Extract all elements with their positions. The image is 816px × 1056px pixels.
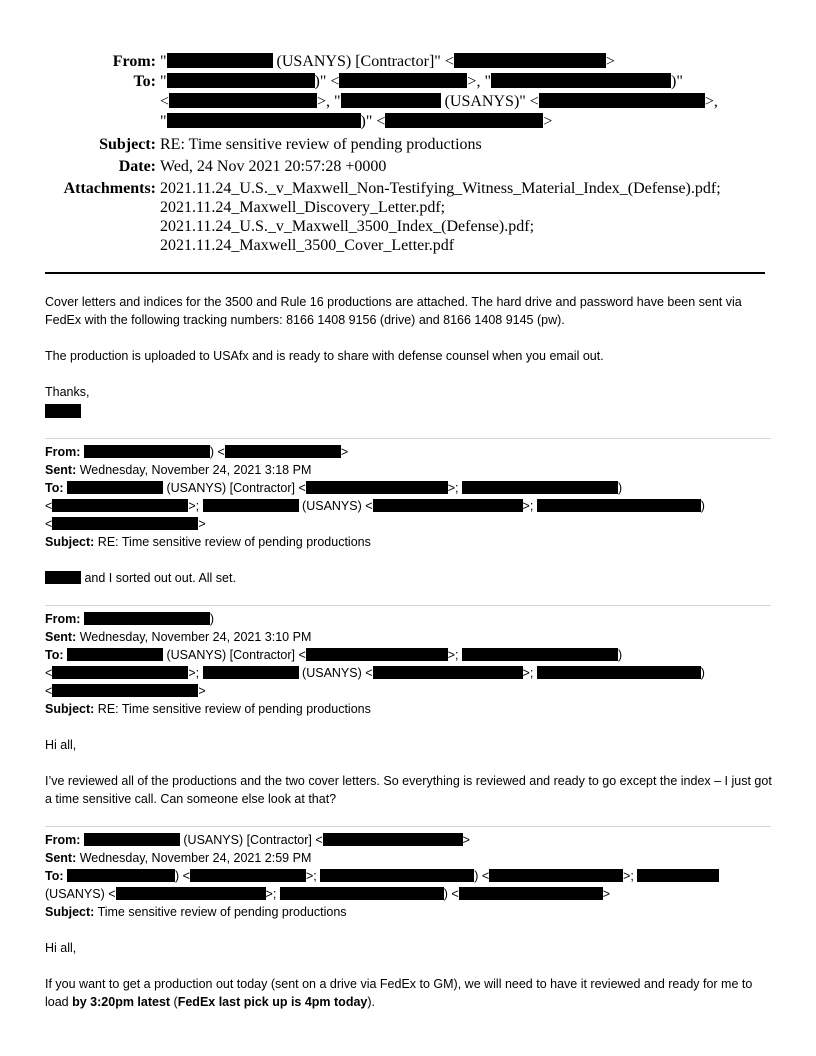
msg-subject-line: [45, 903, 775, 921]
redaction: [167, 73, 315, 88]
from-label: From:: [112, 53, 156, 70]
msg-to-line: [45, 682, 775, 700]
msg-subject-line: [45, 700, 775, 718]
subject-value: RE: Time sensitive review of pending productions: [160, 136, 482, 153]
header-divider: [45, 272, 765, 274]
redaction: [67, 648, 163, 661]
redaction: [169, 93, 317, 108]
from-text: ): [209, 612, 215, 626]
body-paragraph: The production is uploaded to USAfx and is ready to share with defense counsel when you email out.: [45, 349, 604, 363]
to-text: (USANYS) <: [45, 887, 116, 901]
subject-value: Time sensitive review of pending productions: [97, 905, 347, 919]
to-text: >;: [188, 666, 203, 680]
body-text: and I sorted out out. All set.: [81, 571, 236, 585]
to-text: ": [160, 113, 167, 130]
to-text: >: [198, 684, 206, 698]
sent-label: Sent:: [45, 463, 77, 477]
attachments-row: [0, 179, 816, 255]
redaction: [320, 869, 474, 882]
redaction: [339, 73, 467, 88]
to-text: )" <: [314, 73, 340, 90]
to-text: >: [602, 887, 611, 901]
redaction: [52, 499, 188, 512]
redaction: [84, 445, 210, 458]
deadline-text: by 3:20pm latest: [72, 995, 171, 1009]
to-text: >, ": [317, 93, 341, 110]
email-header: [0, 52, 816, 255]
to-text: ): [618, 481, 623, 495]
message-divider: [45, 826, 771, 827]
subject-label: Subject:: [99, 136, 156, 153]
redaction: [454, 53, 606, 68]
redaction: [167, 113, 361, 128]
attachment-item[interactable]: 2021.11.24_Maxwell_Discovery_Letter.pdf;: [160, 199, 446, 216]
quoted-message-1: [45, 443, 775, 587]
to-text: )" <: [360, 113, 386, 130]
to-text: ): [700, 666, 705, 680]
to-text: >;: [305, 869, 321, 883]
sent-value: Wednesday, November 24, 2021 2:59 PM: [79, 851, 312, 865]
redaction: [52, 684, 198, 697]
to-text: >;: [447, 481, 462, 495]
msg-to-line: [45, 664, 775, 682]
to-text: <: [45, 517, 53, 531]
attachment-item[interactable]: 2021.11.24_Maxwell_3500_Cover_Letter.pdf: [160, 237, 455, 254]
to-text: >, ": [467, 73, 491, 90]
redaction: [45, 571, 81, 584]
attachment-item[interactable]: 2021.11.24_U.S._v_Maxwell_Non-Testifying_Witness_Material_Index_(Defense).pdf;: [160, 180, 721, 197]
msg-body: [45, 569, 775, 587]
subject-value: RE: Time sensitive review of pending productions: [97, 702, 371, 716]
msg-to-line: [45, 867, 775, 885]
redaction: [491, 73, 671, 88]
from-text: >: [462, 833, 470, 847]
to-label: To:: [133, 73, 156, 90]
signature-redaction: [45, 404, 81, 418]
from-text: (USANYS) [Contractor] <: [179, 833, 323, 847]
to-text: ) <: [474, 869, 490, 883]
to-text: <: [45, 666, 53, 680]
from-text: >: [605, 53, 615, 70]
from-label: From:: [45, 612, 81, 626]
body-text: ).: [367, 995, 375, 1009]
from-text: (USANYS) [Contractor]" <: [272, 53, 454, 70]
msg-greeting: Hi all,: [45, 738, 77, 752]
to-text: )": [670, 73, 683, 90]
msg-from-line: [45, 443, 775, 461]
attachments-list: [160, 179, 816, 255]
body-paragraph: Cover letters and indices for the 3500 and Rule 16 productions are attached. The hard drive and password have been sent via FedEx with the following tracking numbers: 8166 1408 9156 (drive) and 8166 1408 9145 (pw).: [45, 295, 742, 327]
pickup-text: FedEx last pick up is 4pm today: [177, 995, 368, 1009]
redaction: [459, 887, 603, 900]
redaction: [537, 666, 701, 679]
redaction: [489, 869, 623, 882]
from-row: [0, 52, 816, 72]
to-text: >;: [522, 666, 537, 680]
msg-to-line: [45, 646, 775, 664]
redaction: [116, 887, 266, 900]
date-label: Date:: [118, 158, 156, 175]
subject-row: [0, 135, 816, 155]
to-text: <: [45, 684, 53, 698]
redaction: [52, 517, 198, 530]
redaction: [462, 481, 618, 494]
from-text: >: [340, 445, 349, 459]
message-divider: [45, 605, 771, 606]
redaction: [341, 93, 441, 108]
to-text: <: [160, 93, 170, 110]
date-row: [0, 157, 816, 177]
to-text: ): [700, 499, 705, 513]
from-text: ) <: [209, 445, 225, 459]
msg-to-line: [45, 497, 775, 515]
from-text: ": [160, 53, 167, 70]
msg-sent-line: [45, 628, 775, 646]
subject-label: Subject:: [45, 535, 95, 549]
date-value: Wed, 24 Nov 2021 20:57:28 +0000: [160, 158, 387, 175]
redaction: [67, 869, 175, 882]
from-value: [160, 52, 816, 72]
to-label: To:: [45, 481, 64, 495]
redaction: [462, 648, 618, 661]
redaction: [203, 666, 299, 679]
redaction: [537, 499, 701, 512]
redaction: [225, 445, 341, 458]
body-text: If you want to get a production out today (sent on a drive via FedEx to GM), we will need to have it reviewed and ready for me to load: [45, 977, 753, 1009]
sent-value: Wednesday, November 24, 2021 3:18 PM: [79, 463, 312, 477]
attachments-label: Attachments:: [63, 180, 156, 197]
msg-to-line: [45, 885, 775, 903]
to-text: <: [45, 499, 53, 513]
redaction: [190, 869, 306, 882]
redaction: [637, 869, 719, 882]
quoted-message-2: [45, 610, 775, 808]
to-text: ": [160, 73, 167, 90]
to-row: [0, 72, 816, 132]
redaction: [306, 481, 448, 494]
redaction: [323, 833, 463, 846]
msg-body: [45, 975, 775, 1011]
to-text: >;: [522, 499, 537, 513]
to-value: [160, 72, 816, 132]
to-label: To:: [45, 648, 64, 662]
subject-value: RE: Time sensitive review of pending productions: [97, 535, 371, 549]
redaction: [306, 648, 448, 661]
msg-to-line: [45, 515, 775, 533]
redaction: [84, 612, 210, 625]
message-divider: [45, 438, 771, 439]
msg-from-line: [45, 831, 775, 849]
redaction: [373, 499, 523, 512]
to-text: >: [198, 517, 206, 531]
to-text: (USANYS) [Contractor] <: [163, 481, 306, 495]
sent-label: Sent:: [45, 851, 77, 865]
to-text: ): [618, 648, 623, 662]
msg-from-line: [45, 610, 775, 628]
sent-value: Wednesday, November 24, 2021 3:10 PM: [79, 630, 312, 644]
msg-subject-line: [45, 533, 775, 551]
to-text: >;: [623, 869, 638, 883]
to-text: ) <: [175, 869, 190, 883]
msg-sent-line: [45, 849, 775, 867]
body-text: (: [170, 995, 178, 1009]
sent-label: Sent:: [45, 630, 77, 644]
msg-greeting: Hi all,: [45, 941, 77, 955]
from-label: From:: [45, 445, 81, 459]
redaction: [203, 499, 299, 512]
redaction: [373, 666, 523, 679]
to-text: >,: [704, 93, 718, 110]
redaction: [539, 93, 705, 108]
to-text: (USANYS) <: [298, 499, 373, 513]
msg-to-line: [45, 479, 775, 497]
quoted-message-3: [45, 831, 775, 1011]
attachment-item[interactable]: 2021.11.24_U.S._v_Maxwell_3500_Index_(Defense).pdf;: [160, 218, 535, 235]
msg-sent-line: [45, 461, 775, 479]
to-text: (USANYS) [Contractor] <: [163, 648, 306, 662]
redaction: [84, 833, 180, 846]
to-label: To:: [45, 869, 64, 883]
from-label: From:: [45, 833, 81, 847]
redaction: [67, 481, 163, 494]
redaction: [167, 53, 273, 68]
to-text: (USANYS) <: [298, 666, 373, 680]
to-text: (USANYS)" <: [440, 93, 539, 110]
msg-body: I’ve reviewed all of the productions and the two cover letters. So everything is reviewed and ready to go except the index – I just got a time sensitive call. Can someone else look at that?: [45, 774, 772, 806]
redaction: [52, 666, 188, 679]
to-text: >;: [188, 499, 203, 513]
to-text: >: [543, 113, 553, 130]
subject-label: Subject:: [45, 702, 95, 716]
redaction: [280, 887, 444, 900]
to-text: >;: [265, 887, 280, 901]
to-text: ) <: [443, 887, 459, 901]
to-text: >;: [447, 648, 462, 662]
redaction: [385, 113, 543, 128]
body-signoff: Thanks,: [45, 385, 90, 399]
subject-label: Subject:: [45, 905, 95, 919]
